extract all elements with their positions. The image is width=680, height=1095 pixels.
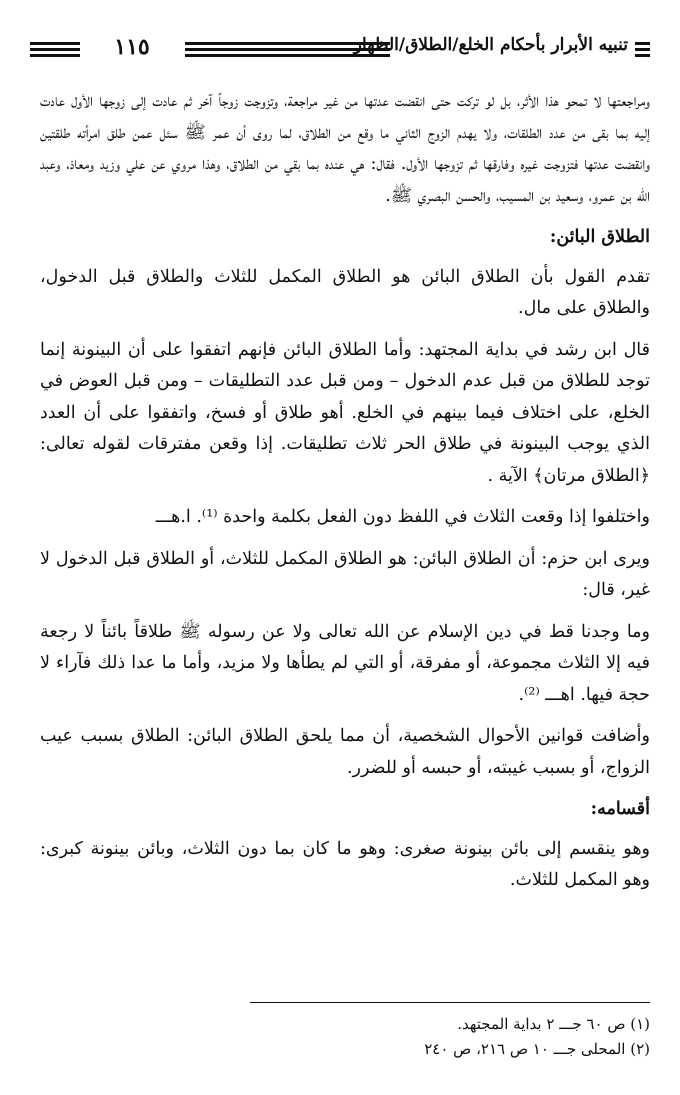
paragraph: تقدم القول بأن الطلاق البائن هو الطلاق المكمل للثلاث والطلاق قبل الدخول، والطلاق على مال.: [40, 266, 650, 318]
footnote-separator: [250, 1002, 650, 1003]
paragraph: وأضافت قوانين الأحوال الشخصية، أن مما يلحق الطلاق البائن: الطلاق بسبب عيب الزواج، أو بسبب غيبته، أو حبسه أو للضرر.: [40, 726, 650, 778]
page-number: ١١٥: [114, 34, 150, 60]
running-title: تنبيه الأبرار بأحكام الخلع/الطلاق/الظهار: [353, 35, 628, 55]
header-rule-right: [635, 42, 650, 54]
section-heading: الطلاق البائن:: [549, 227, 650, 247]
header-rule-left: [30, 42, 80, 54]
paragraph: واختلفوا إذا وقعت الثلاث في اللفظ دون الفعل بكلمة واحدة ⁽¹⁾. ا.هـــ: [155, 507, 650, 527]
footnote: (١) ص ٦٠ جـــ ٢ بداية المجتهد.: [457, 1015, 650, 1033]
paragraph: وهو ينقسم إلى بائن بينونة صغرى: وهو ما كان بما دون الثلاث، وبائن بينونة كبرى: وهو المكمل للثلاث.: [40, 838, 650, 890]
paragraph: ومراجعتها لا تمحو هذا الأثر، بل لو تركت حتى انقضت عدتها من غير مراجعة، وتزوجت زوجاً آخر ثم عادت إلى زوجها الأول عادت إليه بما بقى من عدد الطلقات، ولا يهدم الزوج الثاني ما وقع من الطلاق، لما روى أن عمر ﷺ سئل عمن طلق امرأته طلقتين وانقضت عدتها فتزوجت غيره وفارقها ثم تزوجها الأول. فقال: هي عنده بما بقي من الطلاق، وهذا مروي عن علي وزيد ومعاذ، وعبد الله بن عمرو، وسعيد بن المسيب، والحسن البصري ﷺ.: [40, 91, 650, 206]
paragraph: قال ابن رشد في بداية المجتهد: وأما الطلاق البائن فإنهم اتفقوا على أن البينونة إنما توجد للطلاق من قبل عدم الدخول – ومن قبل عدد التطليقات – ومن قبل العوض في الخلع، على اختلاف فيما بينهم في الخلع. أهو طلاق أو فسخ، واتفقوا على أن العدد الذي يوجب البينونة في طلاق الحر ثلاث تطليقات. إذا وقعن مفترقات لقوله تعالى: ﴿الطلاق مرتان﴾ الآية .: [40, 339, 650, 486]
page-header: [30, 30, 650, 72]
section-heading: أقسامه:: [590, 799, 650, 819]
paragraph: ويرى ابن حزم: أن الطلاق البائن: هو الطلاق المكمل للثلاث، أو الطلاق قبل الدخول لا غير، قال:: [40, 548, 650, 600]
page-body: [40, 86, 650, 907]
footnotes: [30, 1012, 650, 1062]
paragraph: وما وجدنا قط في دين الإسلام عن الله تعالى ولا عن رسوله ﷺ طلاقاً بائناً لا رجعة فيه إلا الثلاث مجموعة، أو مفرقة، أو التي لم يطأها ولا مزيد، وأما ما عدا ذلك فآراء لا حجة فيها. اهـــ ⁽²⁾.: [40, 621, 650, 705]
footnote: (٢) المحلى جـــ ١٠ ص ٢١٦، ص ٢٤٠: [424, 1040, 650, 1058]
